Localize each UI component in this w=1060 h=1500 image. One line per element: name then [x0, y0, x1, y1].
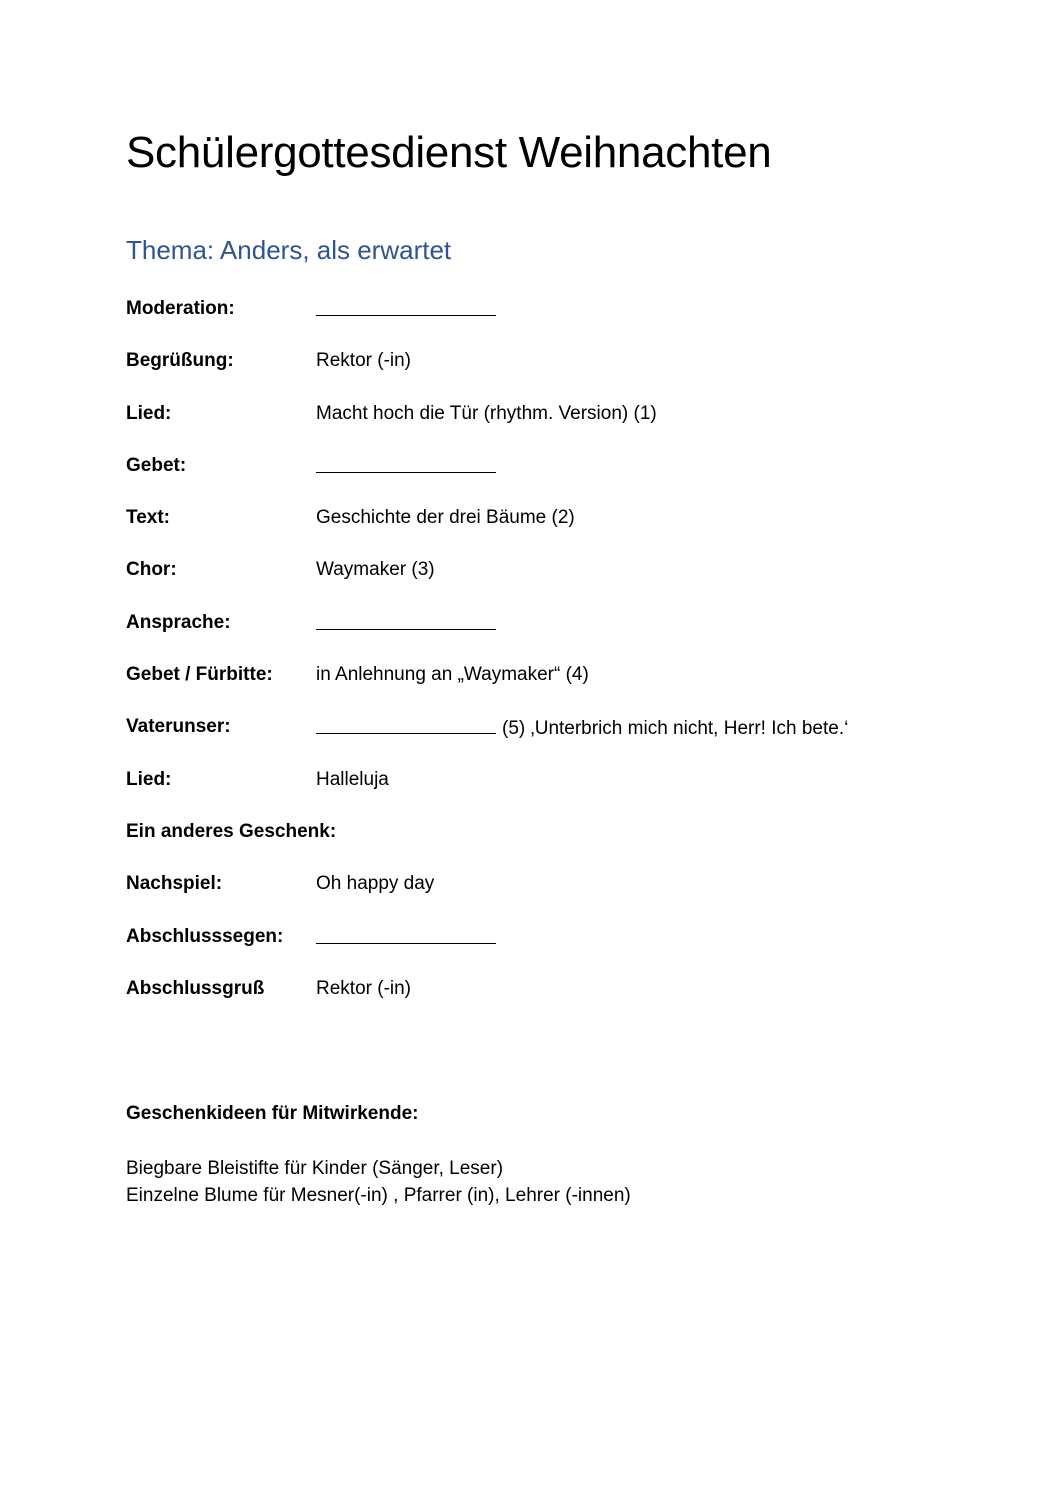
program-row: [126, 711, 946, 763]
gifts-list: [126, 1155, 631, 1209]
program-value: [316, 450, 502, 484]
program-value: [316, 502, 575, 534]
program-label: Lied:: [126, 768, 172, 790]
program-row: [126, 764, 946, 816]
program-value-text: Waymaker (3): [316, 559, 435, 581]
program-label: Vaterunser:: [126, 716, 231, 738]
program-row: [126, 554, 946, 606]
program-value-text: Rektor (-in): [316, 977, 412, 999]
program-row: [126, 973, 946, 1025]
document-subtitle: Thema: Anders, als erwartet: [126, 235, 452, 265]
program-label: Text:: [126, 507, 170, 529]
program-value: [316, 921, 502, 955]
document-title: Schülergottesdienst Weihnachten: [126, 128, 772, 177]
program-row: [126, 868, 946, 920]
program-row: [126, 398, 946, 450]
gift-item: Biegbare Bleistifte für Kinder (Sänger, Leser): [126, 1158, 504, 1179]
program-row: [126, 450, 946, 502]
program-row: [126, 816, 946, 868]
program-label: Nachspiel:: [126, 873, 223, 895]
program-label: Ansprache:: [126, 611, 231, 633]
program-value-text: (5) ‚Unterbrich mich nicht, Herr! Ich bete.‘: [502, 718, 849, 740]
program-value: [316, 607, 502, 641]
program-label: Ein anderes Geschenk:: [126, 820, 337, 842]
program-label: Gebet / Fürbitte:: [126, 664, 273, 686]
program-row: [126, 293, 946, 345]
program-row: [126, 607, 946, 659]
program-value: [316, 554, 435, 586]
program-value-text: Geschichte der drei Bäume (2): [316, 507, 575, 529]
program-label: Abschlussgruß: [126, 977, 265, 999]
program-label: Gebet:: [126, 454, 187, 476]
program-label: Moderation:: [126, 298, 235, 319]
program-value: [316, 764, 389, 796]
program-value: [316, 868, 434, 900]
program-value: [316, 398, 657, 430]
program-value: [316, 973, 411, 1005]
program-label: Chor:: [126, 559, 177, 581]
gifts-heading: Geschenkideen für Mitwirkende:: [126, 1103, 419, 1124]
program-row: [126, 659, 946, 711]
program-label: Abschlusssegen:: [126, 925, 284, 947]
blank-line: [316, 711, 496, 734]
blank-line: [316, 450, 496, 473]
program-row: [126, 502, 946, 554]
program-value: [316, 293, 502, 327]
program-value-text: Oh happy day: [316, 873, 435, 895]
blank-line: [316, 921, 496, 944]
program-value: [316, 711, 848, 745]
program-value-text: Macht hoch die Tür (rhythm. Version) (1): [316, 402, 657, 424]
program-value-text: Halleluja: [316, 768, 389, 790]
program-label: Begrüßung:: [126, 350, 234, 372]
blank-line: [316, 293, 496, 316]
program-row: [126, 921, 946, 973]
program-list: [126, 293, 946, 1025]
program-label: Lied:: [126, 402, 172, 424]
program-value: [316, 345, 411, 377]
program-value-text: Rektor (-in): [316, 350, 412, 372]
program-value-text: in Anlehnung an „Waymaker“ (4): [316, 664, 589, 686]
gift-item: Einzelne Blume für Mesner(-in) , Pfarrer (in), Lehrer (-innen): [126, 1185, 631, 1206]
program-row: [126, 345, 946, 397]
blank-line: [316, 607, 496, 630]
program-value: [316, 659, 589, 691]
